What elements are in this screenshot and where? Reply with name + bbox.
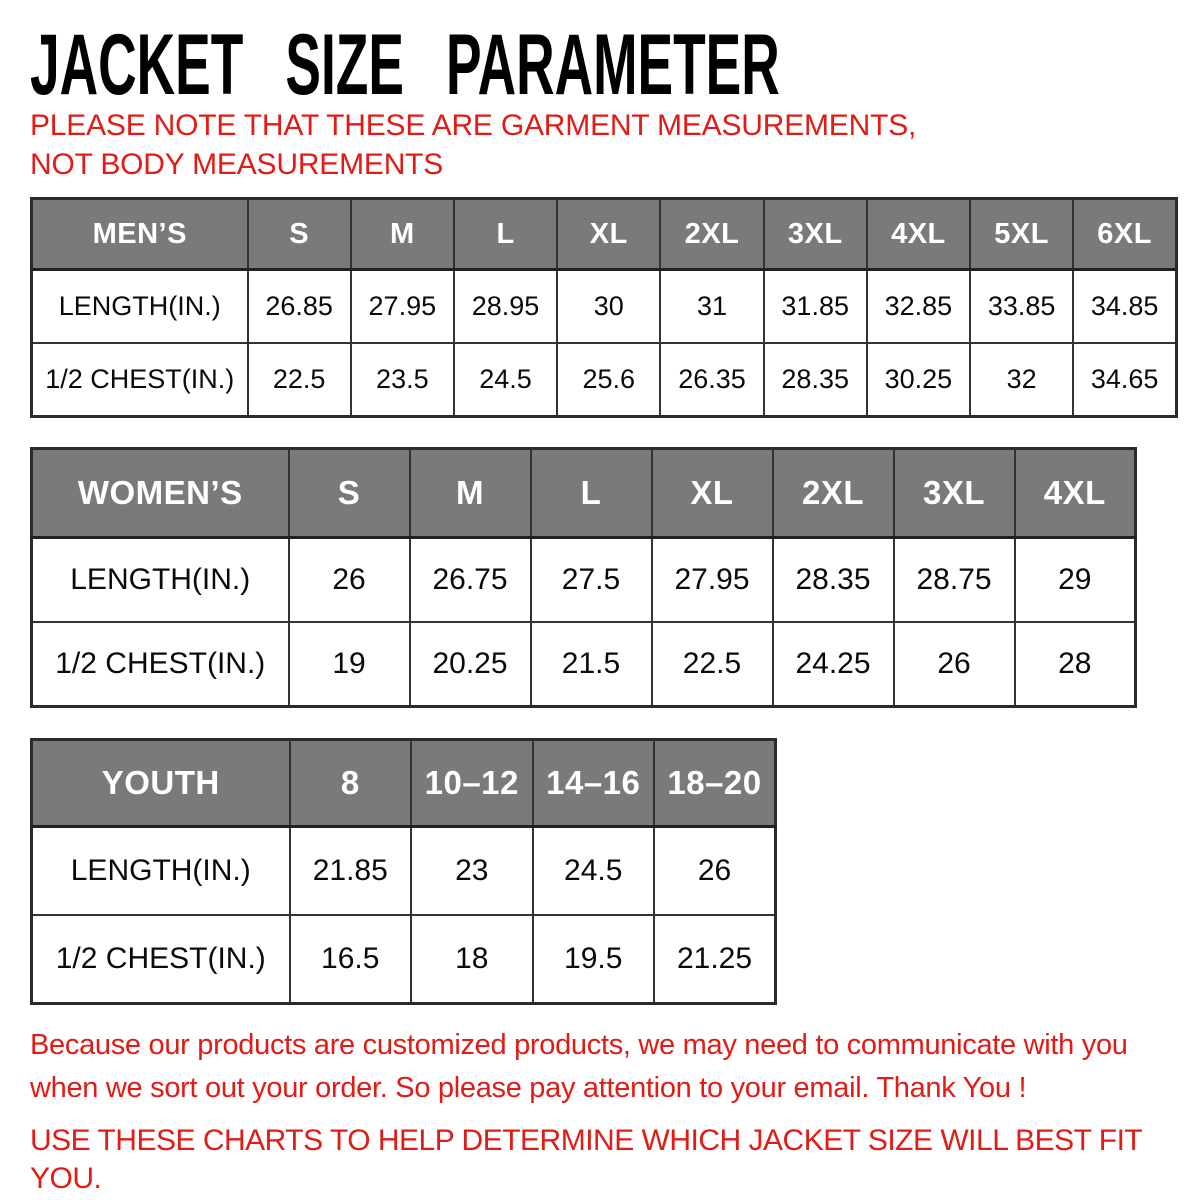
measurement-value: 34.85 [1073,270,1176,344]
measurement-value: 20.25 [410,622,531,707]
measurement-value: 27.95 [351,270,454,344]
mens-size-table [30,197,1178,418]
measurement-value: 23.5 [351,343,454,417]
womens-table-title: WOMEN’S [32,449,289,538]
womens-size-column-header: L [531,449,652,538]
mens-header-row [32,199,1177,270]
measurement-value: 27.95 [652,538,773,623]
youth-measurement-row [32,915,776,1004]
measurement-value: 21.85 [290,827,412,916]
womens-size-column-header: 3XL [894,449,1015,538]
measurement-value: 33.85 [970,270,1073,344]
mens-size-column-header: 6XL [1073,199,1176,270]
measurement-value: 22.5 [248,343,351,417]
womens-size-column-header: S [289,449,410,538]
measurement-value: 24.25 [773,622,894,707]
row-label: LENGTH(IN.) [32,270,248,344]
youth-measurement-row [32,827,776,916]
mens-size-column-header: 2XL [660,199,763,270]
womens-measurement-row [32,622,1136,707]
page-title-wrap [30,17,1200,113]
measurement-value: 29 [1015,538,1136,623]
measurement-value: 22.5 [652,622,773,707]
measurement-value: 16.5 [290,915,412,1004]
womens-size-column-header: 4XL [1015,449,1136,538]
measurement-value: 30 [557,270,660,344]
measurement-value: 25.6 [557,343,660,417]
youth-table-title: YOUTH [32,740,290,827]
mens-size-column-header: M [351,199,454,270]
youth-size-table [30,738,777,1005]
measurement-value: 26.75 [410,538,531,623]
youth-size-column-header: 14–16 [533,740,655,827]
measurement-value: 28.35 [764,343,867,417]
womens-size-column-header: 2XL [773,449,894,538]
measurement-value: 28.35 [773,538,894,623]
measurement-value: 28.95 [454,270,557,344]
youth-size-column-header: 18–20 [654,740,776,827]
measurement-value: 26.85 [248,270,351,344]
measurement-value: 23 [411,827,533,916]
mens-size-column-header: 3XL [764,199,867,270]
womens-size-table [30,447,1137,708]
measurement-value: 19 [289,622,410,707]
measurement-value: 32.85 [867,270,970,344]
measurement-value: 26.35 [660,343,763,417]
womens-size-column-header: XL [652,449,773,538]
mens-size-column-header: 4XL [867,199,970,270]
row-label: 1/2 CHEST(IN.) [32,343,248,417]
measurement-value: 31 [660,270,763,344]
measurement-value: 21.5 [531,622,652,707]
mens-size-column-header: L [454,199,557,270]
row-label: LENGTH(IN.) [32,827,290,916]
youth-header-row [32,740,776,827]
measurement-value: 21.25 [654,915,776,1004]
row-label: LENGTH(IN.) [32,538,289,623]
measurement-value: 26 [654,827,776,916]
mens-size-column-header: S [248,199,351,270]
mens-measurement-row [32,270,1177,344]
measurement-value: 30.25 [867,343,970,417]
mens-size-column-header: 5XL [970,199,1073,270]
mens-measurement-row [32,343,1177,417]
measurement-value: 19.5 [533,915,655,1004]
page-title: JACKET SIZE PARAMETER [30,17,780,113]
mens-size-column-header: XL [557,199,660,270]
measurement-value: 32 [970,343,1073,417]
measurement-value: 28.75 [894,538,1015,623]
measurement-value: 26 [289,538,410,623]
womens-header-row [32,449,1136,538]
womens-measurement-row [32,538,1136,623]
mens-table-title: MEN’S [32,199,248,270]
measurement-value: 24.5 [533,827,655,916]
youth-size-column-header: 8 [290,740,412,827]
measurement-value: 28 [1015,622,1136,707]
garment-measurement-note: PLEASE NOTE THAT THESE ARE GARMENT MEASUREMENTS, NOT BODY MEASUREMENTS [30,109,917,181]
measurement-value: 18 [411,915,533,1004]
measurement-value: 31.85 [764,270,867,344]
measurement-value: 24.5 [454,343,557,417]
measurement-value: 27.5 [531,538,652,623]
row-label: 1/2 CHEST(IN.) [32,622,289,707]
womens-size-column-header: M [410,449,531,538]
row-label: 1/2 CHEST(IN.) [32,915,290,1004]
customization-notice: Because our products are customized products, we may need to communicate with you when we sort out your order. So please pay attention to your email. Thank You ! [30,1029,1128,1104]
youth-size-column-header: 10–12 [411,740,533,827]
measurement-value: 34.65 [1073,343,1176,417]
chart-usage-tip: USE THESE CHARTS TO HELP DETERMINE WHICH JACKET SIZE WILL BEST FIT YOU. [30,1124,1142,1195]
measurement-value: 26 [894,622,1015,707]
